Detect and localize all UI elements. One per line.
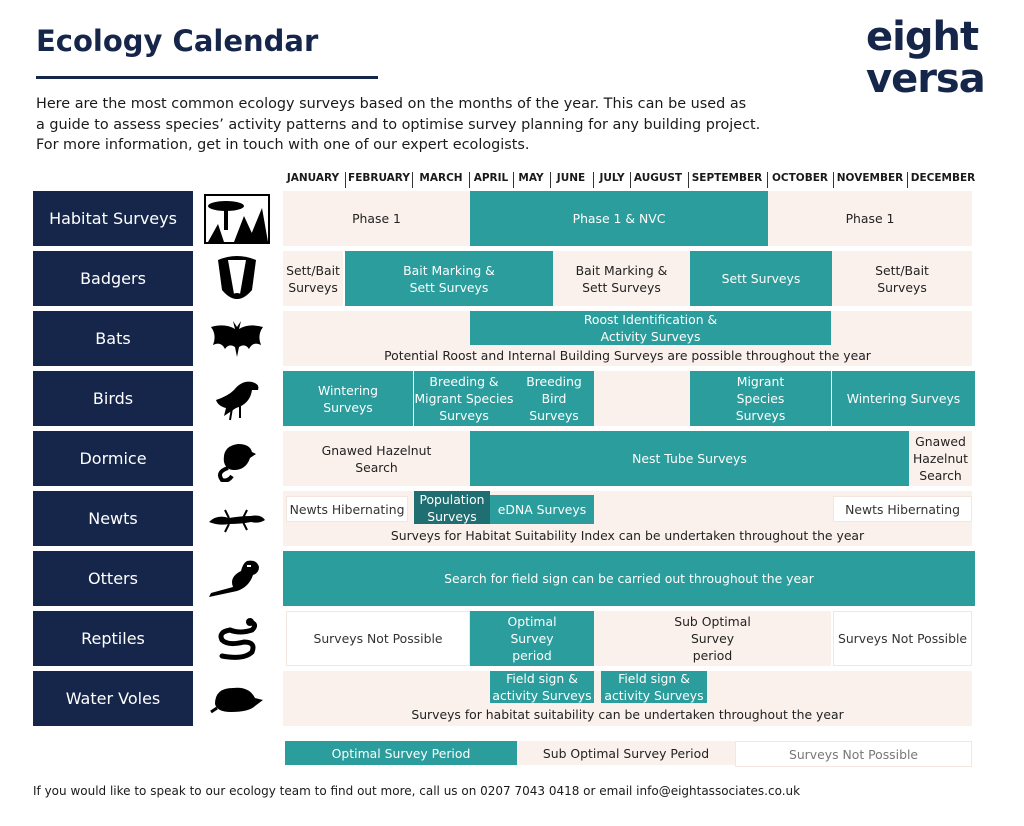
row-label-otters: Otters bbox=[33, 551, 193, 606]
bar-text-line: Surveys bbox=[288, 279, 338, 295]
bar-badger-sett-early bbox=[283, 251, 343, 306]
month-divider bbox=[593, 172, 594, 188]
bar-phase1-late: Phase 1 bbox=[768, 191, 972, 246]
bar-voles-field-sign-late bbox=[601, 671, 707, 703]
dormouse-icon bbox=[204, 431, 270, 486]
row-dormice bbox=[0, 431, 1024, 486]
month-label: JULY bbox=[599, 172, 625, 184]
bar-text-line: Wintering bbox=[317, 382, 378, 398]
legend-sub-optimal: Sub Optimal Survey Period bbox=[517, 741, 735, 765]
bar-text-line: Gnawed bbox=[915, 434, 966, 449]
bar-text-line: Gnawed Hazelnut bbox=[321, 442, 432, 458]
habitat-trees-icon bbox=[204, 191, 270, 246]
bar-text-line: Migrant bbox=[736, 374, 785, 389]
bar-voles-field-sign-early bbox=[490, 671, 594, 703]
bar-text-line: Surveys bbox=[735, 408, 786, 423]
month-divider bbox=[767, 172, 768, 188]
intro-line-1: Here are the most common ecology surveys based on the months of the year. This can be used as bbox=[36, 96, 747, 112]
row-newts bbox=[0, 491, 1024, 546]
intro-line-2: a guide to assess species’ activity patterns and to optimise survey planning for any building project. bbox=[36, 116, 761, 133]
bar-badger-sett-late bbox=[832, 251, 972, 306]
month-divider bbox=[550, 172, 551, 188]
bar-text-line: Survey bbox=[510, 631, 554, 646]
voles-note: Surveys for habitat suitability can be undertaken throughout the year bbox=[411, 707, 844, 722]
bar-birds-wintering-late: Wintering Surveys bbox=[832, 371, 975, 426]
bar-text-line: Sett Surveys bbox=[582, 279, 661, 295]
month-divider bbox=[907, 172, 908, 188]
footer-contact: If you would like to speak to our ecology team to find out more, call us on 0207 7043 0418 or email info@eightassociates.co.uk bbox=[33, 784, 801, 798]
row-label-water-voles: Water Voles bbox=[33, 671, 193, 726]
badger-head-icon bbox=[204, 251, 270, 306]
bar-birds-migrant bbox=[690, 371, 831, 426]
bar-text-line: Optimal bbox=[507, 614, 557, 629]
month-divider bbox=[513, 172, 514, 188]
bar-text-line: Bait Marking & bbox=[403, 262, 495, 278]
bar-text-line: Breeding & bbox=[429, 374, 499, 389]
bar-text-line: Search bbox=[355, 459, 398, 475]
bar-reptiles-not-possible-early: Surveys Not Possible bbox=[286, 611, 470, 666]
row-badgers bbox=[0, 251, 1024, 306]
bar-text-line: Hazelnut bbox=[912, 451, 969, 466]
bar-text-line: period bbox=[512, 648, 552, 663]
row-label-birds: Birds bbox=[33, 371, 193, 426]
month-label: FEBRUARY bbox=[348, 172, 410, 184]
row-label-badgers: Badgers bbox=[33, 251, 193, 306]
month-label: APRIL bbox=[473, 172, 509, 184]
bar-phase1-early: Phase 1 bbox=[283, 191, 470, 246]
logo-line-2: versa bbox=[866, 56, 985, 102]
month-divider bbox=[469, 172, 470, 188]
month-label: MAY bbox=[518, 172, 544, 184]
month-label: MARCH bbox=[419, 172, 463, 184]
bar-reptiles-not-possible-late: Surveys Not Possible bbox=[833, 611, 972, 666]
bar-text-line: Field sign & bbox=[506, 671, 578, 686]
bar-text-line: Bird bbox=[541, 391, 567, 406]
bar-birds-gap bbox=[594, 371, 690, 426]
bar-text-line: Roost Identification & bbox=[583, 312, 718, 327]
bar-text-line: activity Surveys bbox=[604, 688, 704, 703]
bar-newts-hibernating-late: Newts Hibernating bbox=[833, 496, 972, 522]
bar-text-line: Sett Surveys bbox=[409, 279, 489, 295]
month-label: JUNE bbox=[556, 172, 586, 184]
row-bats bbox=[0, 311, 1024, 366]
row-label-habitat: Habitat Surveys bbox=[33, 191, 193, 246]
bar-birds-breeding-migrant bbox=[414, 371, 514, 426]
bar-badger-bait-marking-sub bbox=[553, 251, 690, 306]
bar-birds-wintering-early bbox=[283, 371, 413, 426]
month-label: JANUARY bbox=[286, 172, 340, 184]
bar-reptiles-sub-optimal bbox=[594, 611, 831, 666]
bats-note: Potential Roost and Internal Building Surveys are possible throughout the year bbox=[384, 348, 871, 363]
bar-text-line: Surveys bbox=[877, 279, 927, 295]
row-habitat bbox=[0, 191, 1024, 246]
bar-roost-identification bbox=[470, 311, 831, 345]
bar-birds-breeding-bird bbox=[514, 371, 594, 426]
title-underline bbox=[36, 76, 378, 79]
bar-otters-field-sign: Search for field sign can be carried out throughout the year bbox=[283, 551, 975, 606]
bar-dormice-nest-tube: Nest Tube Surveys bbox=[470, 431, 909, 486]
bar-text-line: Surveys bbox=[427, 508, 477, 524]
intro-text bbox=[36, 94, 796, 156]
row-birds bbox=[0, 371, 1024, 426]
bar-newts-hibernating-early: Newts Hibernating bbox=[286, 496, 408, 522]
bar-newts-population bbox=[414, 491, 490, 524]
month-divider bbox=[833, 172, 834, 188]
month-divider bbox=[688, 172, 689, 188]
newt-icon bbox=[204, 491, 270, 546]
bar-newts-edna: eDNA Surveys bbox=[490, 495, 594, 524]
row-label-bats: Bats bbox=[33, 311, 193, 366]
bar-text-line: Sub Optimal bbox=[674, 614, 751, 629]
bat-icon bbox=[204, 311, 270, 366]
month-label: DECEMBER bbox=[910, 172, 976, 184]
legend-optimal: Optimal Survey Period bbox=[285, 741, 517, 765]
row-label-reptiles: Reptiles bbox=[33, 611, 193, 666]
otter-icon bbox=[204, 551, 270, 606]
legend-not-possible: Surveys Not Possible bbox=[735, 741, 972, 767]
row-label-newts: Newts bbox=[33, 491, 193, 546]
bar-text-line: Species bbox=[736, 391, 785, 406]
row-reptiles bbox=[0, 611, 1024, 666]
bar-text-line: Search bbox=[919, 468, 962, 483]
month-label: SEPTEMBER bbox=[691, 172, 763, 184]
month-label: AUGUST bbox=[633, 172, 683, 184]
bar-text-line: Survey bbox=[690, 631, 735, 646]
row-label-dormice: Dormice bbox=[33, 431, 193, 486]
bar-text-line: activity Surveys bbox=[492, 688, 592, 703]
bar-text-line: Surveys bbox=[323, 399, 373, 415]
bar-text-line: period bbox=[692, 648, 733, 663]
bird-icon bbox=[204, 371, 270, 426]
month-divider bbox=[345, 172, 346, 188]
row-otters bbox=[0, 551, 1024, 606]
bar-text-line: Surveys bbox=[529, 408, 579, 423]
newts-note: Surveys for Habitat Suitability Index can be undertaken throughout the year bbox=[390, 528, 865, 543]
bar-text-line: Field sign & bbox=[618, 671, 690, 686]
logo-line-1: eight bbox=[866, 14, 979, 60]
bar-text-line: Surveys bbox=[439, 408, 489, 423]
intro-line-3: For more information, get in touch with one of our expert ecologists. bbox=[36, 137, 530, 153]
bar-badger-bait-marking bbox=[345, 251, 553, 306]
bar-reptiles-optimal bbox=[470, 611, 594, 666]
bar-text-line: Sett/Bait bbox=[286, 262, 340, 278]
bar-text-line: Population bbox=[419, 491, 485, 507]
month-label: NOVEMBER bbox=[836, 172, 904, 184]
water-vole-icon bbox=[204, 671, 270, 726]
bar-text-line: Migrant Species bbox=[414, 391, 514, 406]
bar-dormice-hazelnut-early bbox=[283, 431, 470, 486]
row-water-voles bbox=[0, 671, 1024, 726]
bar-text-line: Breeding bbox=[526, 374, 582, 389]
bar-phase1-nvc: Phase 1 & NVC bbox=[470, 191, 768, 246]
month-divider bbox=[630, 172, 631, 188]
bar-text-line: Bait Marking & bbox=[575, 262, 668, 278]
month-label: OCTOBER bbox=[772, 172, 828, 184]
bar-text-line: Sett/Bait bbox=[875, 262, 929, 278]
bar-badger-sett: Sett Surveys bbox=[690, 251, 832, 306]
bar-dormice-hazelnut-late bbox=[909, 431, 972, 486]
eightversa-logo[interactable] bbox=[866, 16, 985, 100]
page-title: Ecology Calendar bbox=[36, 24, 319, 58]
bar-text-line: Activity Surveys bbox=[600, 329, 701, 344]
month-divider bbox=[412, 172, 413, 188]
snake-icon bbox=[204, 611, 270, 666]
